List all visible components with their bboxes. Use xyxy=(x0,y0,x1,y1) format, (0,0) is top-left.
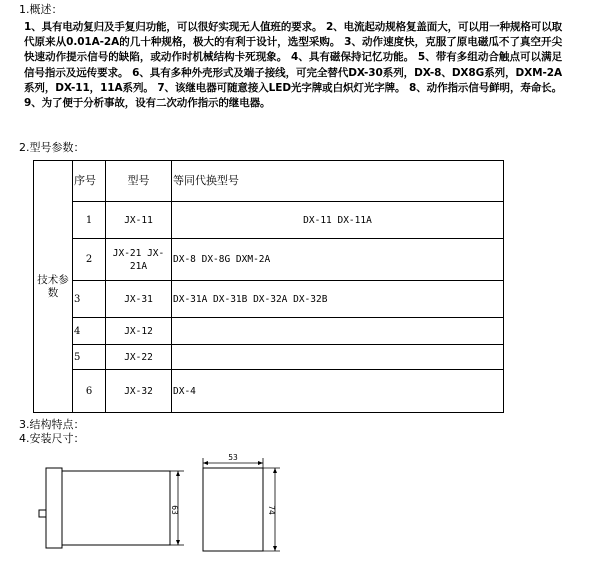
section-dimensions-heading: 4.安装尺寸： xyxy=(19,432,85,445)
side-view xyxy=(39,468,184,548)
overview-text: 1、具有电动复归及手复归功能，可以很好实现无人值班的要求。 2、电流起动规格复盖面大，可以用一种规格可以取代原来从0.01A-2A的几十种规格，极大的有利于设计，选型采购。 3、动作速度快，克服了原电磁瓜不了真空开尖快速动作提示信号的缺陷，或动作时机械结构卡死现象。 4、具有磁保持记忆功能。 5、带有多组动合触点可以满足信号指示及远传要求。 6、具有多种外壳形式及端子接线，可完全替代DX-30系列，DX-8、DX8G系列，DXM-2A系列，DX-11，11A系列。 7、该继电器可随意接入LED光字牌或白炽灯光字牌。 8、动作指示信号鲜明，寿命长。 9、为了便于分析事故，设有二次动作指示的继电器。 xyxy=(24,21,562,110)
side-height-label: 63 xyxy=(170,505,179,515)
row-equiv: DX-31A DX-31B DX-32A DX-32B xyxy=(172,281,504,318)
header-model: 型号 xyxy=(106,161,172,202)
side-label: 技术参数 xyxy=(37,273,69,299)
side-view-terminal xyxy=(39,510,46,517)
row-model: JX-12 xyxy=(106,318,172,345)
row-model: JX-22 xyxy=(106,345,172,370)
row-no: 6 xyxy=(73,370,106,413)
row-no: 2 xyxy=(73,239,106,281)
row-no: 3 xyxy=(73,281,106,318)
front-view-body xyxy=(203,468,263,551)
row-no: 1 xyxy=(73,202,106,239)
section-structure-heading: 3.结构特点： xyxy=(19,418,85,431)
row-model: JX-32 xyxy=(106,370,172,413)
section-overview-heading: 1.概述： xyxy=(19,3,63,16)
front-width-label: 53 xyxy=(228,453,238,462)
front-height-label: 74 xyxy=(267,505,276,515)
row-no: 4 xyxy=(73,318,106,345)
row-model: JX-21 JX-21A xyxy=(106,239,172,281)
side-view-body xyxy=(62,471,170,545)
header-equiv: 等同代换型号 xyxy=(172,161,504,202)
row-equiv: DX-4 xyxy=(172,370,504,413)
row-equiv: DX-11 DX-11A xyxy=(172,202,504,239)
row-equiv: DX-8 DX-8G DXM-2A xyxy=(172,239,504,281)
row-model: JX-11 xyxy=(106,202,172,239)
row-no: 5 xyxy=(73,345,106,370)
header-no: 序号 xyxy=(73,161,106,202)
side-view-flange xyxy=(46,468,62,548)
section-model-params-heading: 2.型号参数： xyxy=(19,141,85,154)
row-model: JX-31 xyxy=(106,281,172,318)
